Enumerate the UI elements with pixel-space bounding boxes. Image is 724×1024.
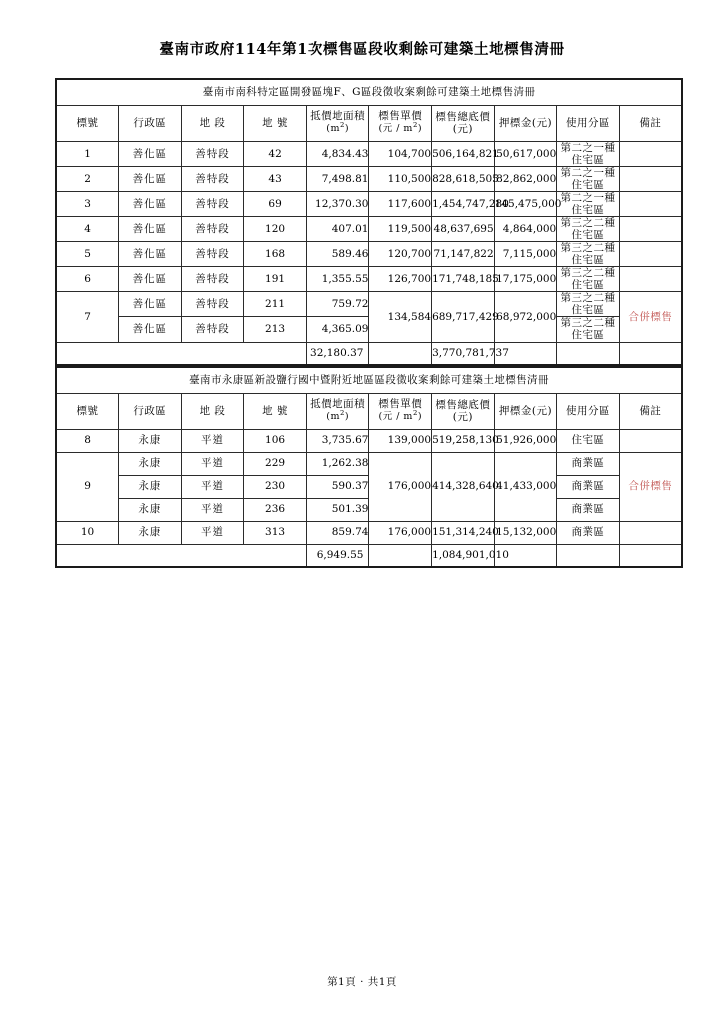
table-summary-row	[56, 342, 682, 365]
table-body	[56, 367, 682, 567]
cell-remark	[619, 191, 682, 216]
cell-unit-price: 139,000	[369, 429, 432, 452]
table-header-row	[56, 105, 682, 141]
cell-zone: 第三之二種住宅區	[557, 292, 620, 317]
column-header-deposit: 押標金(元)	[494, 393, 557, 429]
cell-section: 善特段	[181, 216, 244, 241]
cell-district: 永康	[119, 429, 182, 452]
cell-no: 3	[56, 191, 119, 216]
cell-deposit: 41,433,000	[494, 452, 557, 521]
cell-remark	[619, 166, 682, 191]
cell-district: 善化區	[119, 141, 182, 166]
cell-total-price: 519,258,130	[432, 429, 495, 452]
summary-total-price: 1,084,901,010	[432, 544, 495, 567]
cell-section: 善特段	[181, 191, 244, 216]
cell-unit-price: 134,584	[369, 292, 432, 342]
column-header-district: 行政區	[119, 105, 182, 141]
cell-no: 6	[56, 267, 119, 292]
cell-deposit: 145,475,000	[494, 191, 557, 216]
table-row	[56, 166, 682, 191]
cell-total-price: 1,454,747,280	[432, 191, 495, 216]
cell-zone: 第三之二種住宅區	[557, 267, 620, 292]
cell-lot-no: 313	[244, 521, 307, 544]
cell-total-price: 506,164,821	[432, 141, 495, 166]
cell-section: 善特段	[181, 166, 244, 191]
cell-total-price: 689,717,429	[432, 292, 495, 342]
cell-district: 永康	[119, 452, 182, 475]
cell-district: 善化區	[119, 317, 182, 342]
cell-area: 3,735.67	[306, 429, 369, 452]
cell-district: 善化區	[119, 242, 182, 267]
summary-remark-spacer	[619, 544, 682, 567]
column-header-section: 地 段	[181, 105, 244, 141]
summary-total-price: 3,770,781,737	[432, 342, 495, 365]
merge-sale-note: 合併標售	[628, 310, 673, 323]
cell-lot-no: 168	[244, 242, 307, 267]
cell-remark	[619, 452, 682, 521]
merge-sale-note: 合併標售	[628, 480, 673, 493]
summary-unit-spacer	[369, 544, 432, 567]
cell-section: 善特段	[181, 317, 244, 342]
cell-unit-price: 176,000	[369, 521, 432, 544]
summary-label-spacer	[56, 342, 306, 365]
cell-remark	[619, 521, 682, 544]
cell-section: 平道	[181, 429, 244, 452]
cell-lot-no: 191	[244, 267, 307, 292]
cell-deposit: 82,862,000	[494, 166, 557, 191]
cell-unit-price: 119,500	[369, 216, 432, 241]
column-header-section: 地 段	[181, 393, 244, 429]
cell-section: 善特段	[181, 292, 244, 317]
column-header-unit-price: 標售單價 (元 / $m^2$)	[369, 393, 432, 429]
cell-deposit: 17,175,000	[494, 267, 557, 292]
column-header-deposit: 押標金(元)	[494, 105, 557, 141]
cell-deposit: 15,132,000	[494, 521, 557, 544]
cell-section: 平道	[181, 498, 244, 521]
cell-lot-no: 69	[244, 191, 307, 216]
cell-section: 善特段	[181, 242, 244, 267]
table-row	[56, 216, 682, 241]
cell-district: 永康	[119, 498, 182, 521]
table-row	[56, 521, 682, 544]
cell-lot-no: 236	[244, 498, 307, 521]
column-header-lot-no: 地 號	[244, 393, 307, 429]
cell-area: 759.72	[306, 292, 369, 317]
column-header-remark: 備註	[619, 105, 682, 141]
column-header-no: 標號	[56, 393, 119, 429]
cell-zone: 第二之一種住宅區	[557, 166, 620, 191]
column-header-no: 標號	[56, 105, 119, 141]
table-body	[56, 79, 682, 365]
cell-remark	[619, 216, 682, 241]
cell-zone: 商業區	[557, 521, 620, 544]
cell-no: 2	[56, 166, 119, 191]
table-caption-row	[56, 79, 682, 105]
cell-zone: 商業區	[557, 475, 620, 498]
cell-district: 善化區	[119, 292, 182, 317]
column-header-total-price: 標售總底價(元)	[432, 393, 495, 429]
column-header-unit-price: 標售單價 (元 / $m^2$)	[369, 105, 432, 141]
cell-district: 善化區	[119, 166, 182, 191]
cell-unit-price: 176,000	[369, 452, 432, 521]
table-row	[56, 141, 682, 166]
cell-zone: 商業區	[557, 498, 620, 521]
table-row	[56, 191, 682, 216]
table-caption-row	[56, 367, 682, 393]
cell-remark	[619, 429, 682, 452]
cell-section: 平道	[181, 475, 244, 498]
summary-unit-spacer	[369, 342, 432, 365]
cell-area: 1,262.38	[306, 452, 369, 475]
column-header-remark: 備註	[619, 393, 682, 429]
cell-no: 9	[56, 452, 119, 521]
cell-district: 善化區	[119, 191, 182, 216]
cell-district: 永康	[119, 521, 182, 544]
sale-table-yongkang	[55, 366, 683, 568]
cell-area: 589.46	[306, 242, 369, 267]
cell-area: 1,355.55	[306, 267, 369, 292]
column-header-lot-no: 地 號	[244, 105, 307, 141]
summary-area: 32,180.37	[306, 342, 369, 365]
cell-deposit: 50,617,000	[494, 141, 557, 166]
column-header-area: 抵價地面積 $(m^2)$	[306, 105, 369, 141]
table-row	[56, 242, 682, 267]
cell-zone: 第三之二種住宅區	[557, 317, 620, 342]
table-summary-row	[56, 544, 682, 567]
cell-zone: 第二之一種住宅區	[557, 191, 620, 216]
page-footer: 第1頁 · 共1頁	[327, 976, 397, 988]
cell-lot-no: 229	[244, 452, 307, 475]
cell-no: 7	[56, 292, 119, 342]
cell-total-price: 828,618,505	[432, 166, 495, 191]
cell-no: 5	[56, 242, 119, 267]
cell-no: 1	[56, 141, 119, 166]
cell-lot-no: 213	[244, 317, 307, 342]
cell-deposit: 4,864,000	[494, 216, 557, 241]
cell-lot-no: 120	[244, 216, 307, 241]
cell-area: 12,370.30	[306, 191, 369, 216]
cell-area: 590.37	[306, 475, 369, 498]
cell-area: 4,834.43	[306, 141, 369, 166]
cell-section: 平道	[181, 521, 244, 544]
cell-no: 10	[56, 521, 119, 544]
cell-unit-price: 104,700	[369, 141, 432, 166]
cell-lot-no: 230	[244, 475, 307, 498]
cell-unit-price: 126,700	[369, 267, 432, 292]
summary-area: 6,949.55	[306, 544, 369, 567]
table-row	[56, 452, 682, 475]
cell-unit-price: 117,600	[369, 191, 432, 216]
cell-zone: 第三之二種住宅區	[557, 216, 620, 241]
cell-total-price: 414,328,640	[432, 452, 495, 521]
cell-area: 4,365.09	[306, 317, 369, 342]
cell-remark	[619, 267, 682, 292]
cell-area: 7,498.81	[306, 166, 369, 191]
cell-total-price: 48,637,695	[432, 216, 495, 241]
summary-label-spacer	[56, 544, 306, 567]
column-header-area: 抵價地面積 $(m^2)$	[306, 393, 369, 429]
cell-section: 善特段	[181, 267, 244, 292]
cell-section: 平道	[181, 452, 244, 475]
sale-table-nanke	[55, 78, 683, 366]
cell-no: 4	[56, 216, 119, 241]
cell-total-price: 71,147,822	[432, 242, 495, 267]
summary-remark-spacer	[619, 342, 682, 365]
table-row	[56, 292, 682, 317]
column-header-total-price: 標售總底價(元)	[432, 105, 495, 141]
cell-section: 善特段	[181, 141, 244, 166]
cell-zone: 住宅區	[557, 429, 620, 452]
table-row	[56, 429, 682, 452]
cell-area: 501.39	[306, 498, 369, 521]
summary-zone-spacer	[557, 544, 620, 567]
cell-remark	[619, 242, 682, 267]
table-caption: 臺南市南科特定區開發區塊F、G區段徵收案剩餘可建築土地標售清冊	[56, 79, 682, 105]
cell-district: 善化區	[119, 216, 182, 241]
cell-total-price: 171,748,185	[432, 267, 495, 292]
cell-deposit: 7,115,000	[494, 242, 557, 267]
cell-zone: 第三之二種住宅區	[557, 242, 620, 267]
cell-lot-no: 43	[244, 166, 307, 191]
cell-zone: 第二之一種住宅區	[557, 141, 620, 166]
cell-area: 859.74	[306, 521, 369, 544]
cell-unit-price: 120,700	[369, 242, 432, 267]
table-header-row	[56, 393, 682, 429]
cell-deposit: 68,972,000	[494, 292, 557, 342]
column-header-district: 行政區	[119, 393, 182, 429]
cell-total-price: 151,314,240	[432, 521, 495, 544]
cell-lot-no: 211	[244, 292, 307, 317]
cell-no: 8	[56, 429, 119, 452]
cell-zone: 商業區	[557, 452, 620, 475]
cell-unit-price: 110,500	[369, 166, 432, 191]
column-header-zone: 使用分區	[557, 393, 620, 429]
cell-lot-no: 42	[244, 141, 307, 166]
cell-remark	[619, 292, 682, 342]
cell-district: 永康	[119, 475, 182, 498]
summary-zone-spacer	[557, 342, 620, 365]
cell-lot-no: 106	[244, 429, 307, 452]
table-caption: 臺南市永康區新設鹽行國中暨附近地區區段徵收案剩餘可建築土地標售清冊	[56, 367, 682, 393]
cell-district: 善化區	[119, 267, 182, 292]
table-row	[56, 267, 682, 292]
column-header-zone: 使用分區	[557, 105, 620, 141]
cell-deposit: 51,926,000	[494, 429, 557, 452]
page-title: 臺南市政府114年第1次標售區段收剩餘可建築土地標售清冊	[159, 41, 565, 58]
cell-remark	[619, 141, 682, 166]
cell-area: 407.01	[306, 216, 369, 241]
